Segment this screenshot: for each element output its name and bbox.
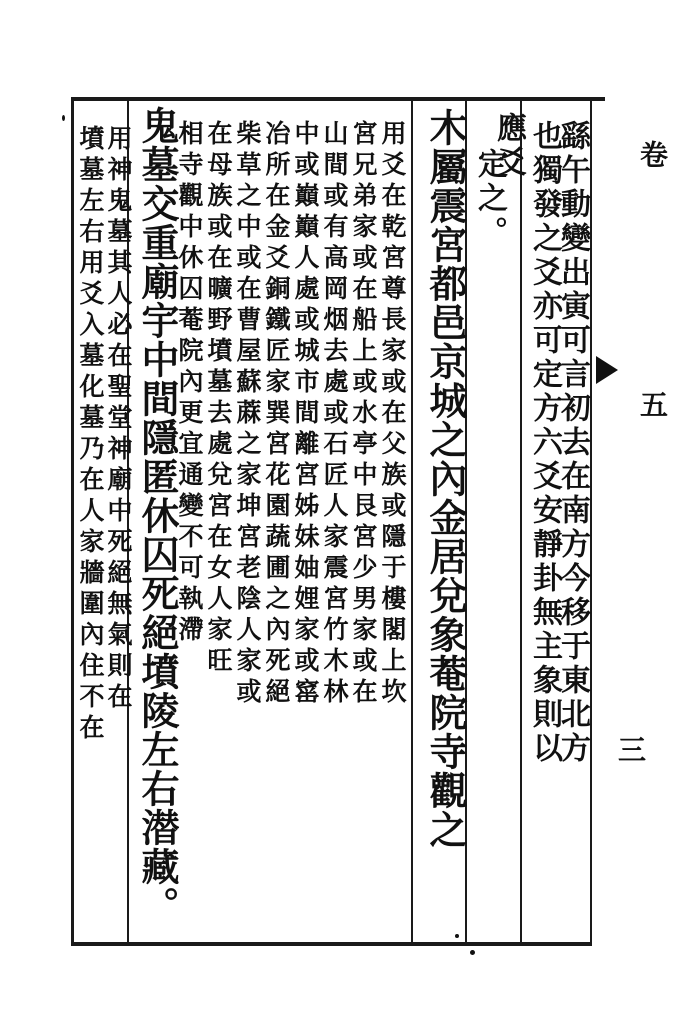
text-column-2: 也獨發之爻亦可定方六爻安靜卦無主象則以 — [527, 120, 562, 766]
text-column-8: 山間或有高岡烟去處或石匠人家震宮竹木林 — [320, 120, 349, 709]
ink-speck — [62, 115, 65, 121]
text-column-12: 在母族或在曠野墳墓去處兌宮在女人家旺 — [204, 120, 233, 678]
ink-speck — [470, 950, 475, 955]
text-column-1: 繇午動變出寅可言初去在南方今移于東北方 — [555, 120, 590, 766]
text-column-6: 用爻在乾宮尊長家或在父族或隱于樓閣上坎 — [378, 120, 407, 709]
text-column-9: 中或巔巔人處或城市間離宮姊妹妯娌家或窰 — [291, 120, 320, 709]
fishtail-marker-icon — [596, 356, 618, 384]
text-column-15: 用神鬼墓其人必在聖堂神廟中死絕無氣則在 — [104, 125, 133, 714]
bottom-border-line — [72, 942, 592, 946]
top-border-line — [72, 97, 605, 101]
text-column-7: 宮兄弟家或在船上或水亭中艮宮少男家或在 — [349, 120, 378, 709]
text-column-3: 應爻 — [491, 112, 526, 180]
ink-speck — [455, 934, 459, 938]
text-column-16: 墳墓左右用爻入墓化墓乃在人家牆圍內住不在 — [76, 125, 105, 745]
margin-fragment-2: 五 — [636, 390, 669, 423]
margin-fragment-3: 三 — [614, 735, 647, 768]
text-column-13: 相寺觀中休囚菴院內更宜通變不可執滯 — [175, 120, 204, 647]
text-column-11: 柴草之中或在曹屋蘇蔴之家坤宮老陰人家或 — [233, 120, 262, 709]
column-divider-3 — [411, 100, 413, 943]
heading-column-2: 鬼墓交重廟宇中間隱匿休囚死絕墳陵左右潜藏。 — [135, 106, 180, 925]
heading-column-1: 木屬震宮都邑京城之內金居兌象菴院寺觀之 — [423, 108, 468, 849]
margin-fragment-top: 卷 — [636, 140, 669, 173]
text-column-10: 冶所在金爻銅鐵匠家巽宮花園蔬圃之內死絕 — [262, 120, 291, 709]
text-column-4: 定之。 — [472, 148, 507, 250]
